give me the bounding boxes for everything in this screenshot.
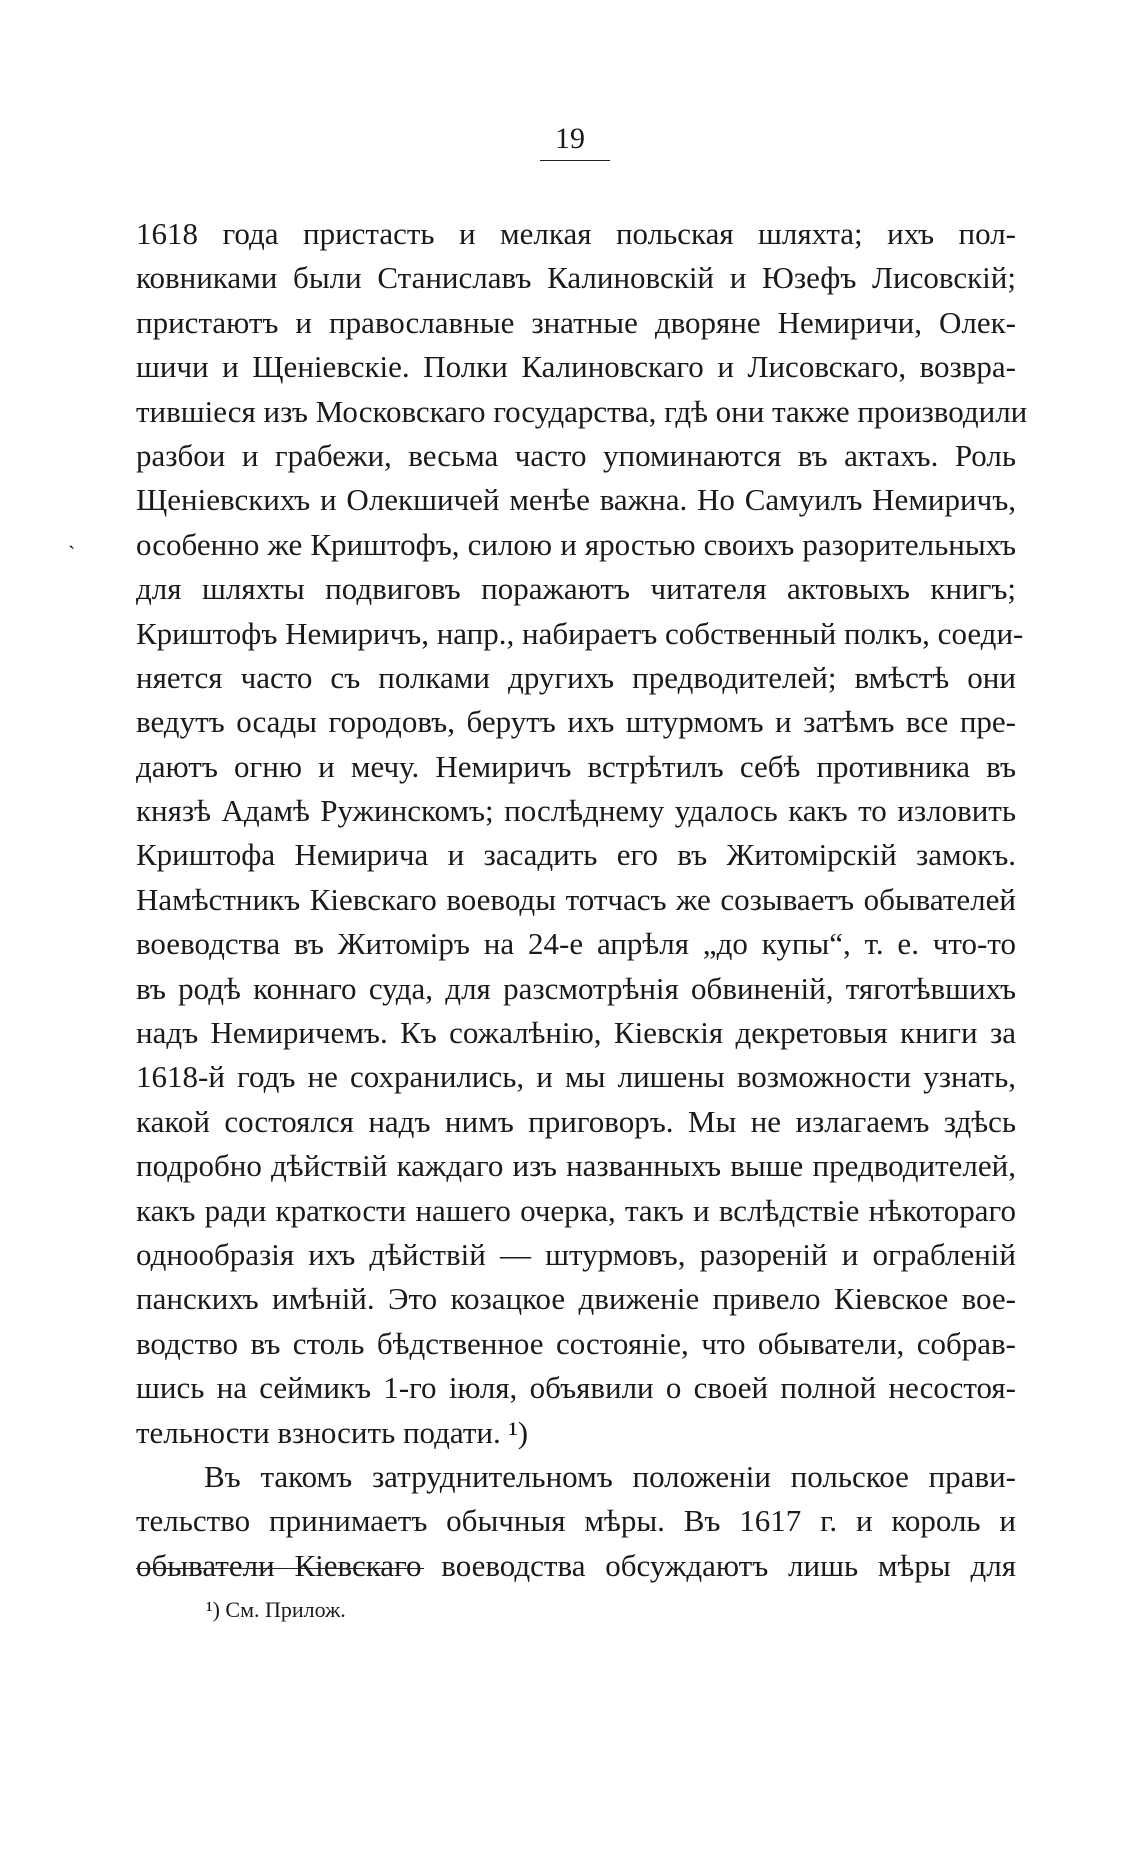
- text-line: Въ такомъ затруднительномъ положеніи польское прави-: [204, 1458, 1016, 1494]
- text-line: ведутъ осады городовъ, берутъ ихъ штурмомъ и затѣмъ все пре-: [136, 704, 1016, 740]
- text-line: тившіеся изъ Московскаго государства, гдѣ они также производили: [136, 393, 1028, 429]
- text-line: какой состоялся надъ нимъ приговоръ. Мы не излагаемъ здѣсь: [136, 1103, 1016, 1139]
- text-line: шичи и Щеніевскіе. Полки Калиновскаго и Лисовскаго, возвра-: [136, 349, 1016, 385]
- text-line: подробно дѣйствій каждаго изъ названныхъ выше предводителей,: [136, 1148, 1016, 1184]
- text-line: Криштофа Немирича и засадить его въ Житомірскій замокъ.: [136, 837, 1016, 873]
- text-line: воеводства въ Житоміръ на 24-е апрѣля „до купы“, т. е. что-то: [136, 926, 1016, 962]
- text-line: въ родѣ коннаго суда, для разсмотрѣнія обвиненій, тяготѣвшихъ: [136, 970, 1016, 1006]
- text-line: пристаютъ и православные знатные дворяне Немиричи, Олек-: [136, 304, 1016, 340]
- text-line: какъ ради краткости нашего очерка, такъ и вслѣдствіе нѣкотораго: [136, 1192, 1016, 1228]
- text-line: даютъ огню и мечу. Немиричъ встрѣтилъ себѣ противника въ: [136, 748, 1016, 784]
- text-line: Криштофъ Немиричъ, напр., набираетъ собственный полкъ, соеди-: [136, 615, 1024, 651]
- text-line: однообразія ихъ дѣйствій — штурмовъ, разореній и ограбленій: [136, 1236, 1016, 1272]
- footnote: ¹) См. Прилож.: [206, 1597, 346, 1622]
- margin-mark: ˎ: [68, 524, 76, 549]
- page-number-underline: [540, 160, 610, 161]
- text-line: особенно же Криштофъ, силою и яростью своихъ разорительныхъ: [136, 526, 1016, 562]
- text-line: 1618 года пристасть и мелкая польская шляхта; ихъ пол-: [136, 216, 1016, 251]
- text-line: тельности взносить подати. ¹): [136, 1414, 529, 1450]
- text-line: князѣ Адамѣ Ружинскомъ; послѣднему удалось какъ то изловить: [136, 793, 1016, 829]
- text-line: Щеніевскихъ и Олекшичей менѣе важна. Но Самуилъ Немиричъ,: [136, 482, 1016, 518]
- text-line: панскихъ имѣній. Это козацкое движеніе привело Кіевское вое-: [136, 1281, 1016, 1317]
- text-line: шись на сеймикъ 1-го іюля, объявили о своей полной несостоя-: [136, 1370, 1016, 1406]
- page-number: 19: [555, 122, 585, 155]
- text-line: надъ Немиричемъ. Къ сожалѣнію, Кіевскія декретовыя книги за: [136, 1015, 1016, 1051]
- body-text: [136, 212, 1028, 1588]
- text-line: няется часто съ полками другихъ предводителей; вмѣстѣ они: [136, 659, 1016, 695]
- paragraph-1: [136, 212, 1028, 1455]
- text-line: 1618-й годъ не сохранились, и мы лишены возможности узнать,: [136, 1059, 1016, 1095]
- text-line: обыватели Кіевскаго воеводства обсуждаютъ лишь мѣры для: [136, 1547, 1016, 1583]
- text-line: разбои и грабежи, весьма часто упоминаются въ актахъ. Роль: [136, 437, 1016, 473]
- text-line: тельство принимаетъ обычныя мѣры. Въ 1617 г. и король и: [136, 1503, 1016, 1539]
- text-line: водство въ столь бѣдственное состояніе, что обыватели, собрав-: [136, 1325, 1016, 1361]
- text-line: Намѣстникъ Кіевскаго воеводы тотчасъ же созываетъ обывателей: [136, 881, 1016, 917]
- text-line: ковниками были Станиславъ Калиновскій и Юзефъ Лисовскій;: [136, 260, 1016, 296]
- text-line: для шляхты подвиговъ поражаютъ читателя актовыхъ книгъ;: [136, 571, 1016, 607]
- footnote-separator: [136, 1568, 424, 1569]
